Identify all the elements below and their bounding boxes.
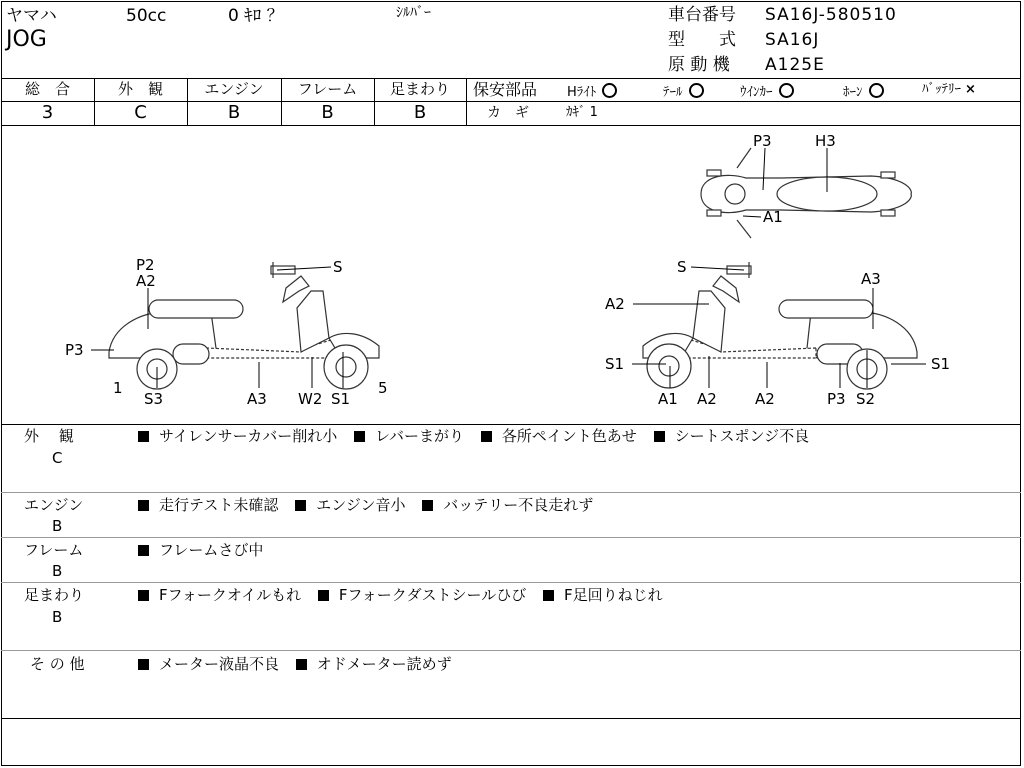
finding-item: バッテリー不良走れず [443, 496, 594, 514]
label-left-s3: S3 [144, 390, 164, 408]
bullet-square-icon [138, 431, 149, 442]
mileage: 0 ｷﾛ ？ [228, 6, 284, 26]
divider [1, 650, 1021, 651]
finding-item: シートスポンジ不良 [674, 427, 810, 445]
bullet-square-icon [354, 431, 365, 442]
bullet-square-icon [654, 431, 665, 442]
section-frame-grade: B [52, 562, 63, 580]
maker-name: ヤマハ [6, 6, 57, 26]
bullet-square-icon [138, 545, 149, 556]
divider [1, 492, 1021, 493]
type-label: 型 式 [668, 30, 736, 50]
label-left-5: 5 [378, 379, 388, 397]
chassis-value: SA16J-580510 [765, 5, 897, 25]
top-view-scooter-icon [701, 148, 911, 238]
type-value: SA16J [765, 30, 820, 50]
divider [1, 78, 1021, 79]
safety-item-label: ﾎｰﾝ [843, 85, 863, 100]
label-right-p3: P3 [827, 390, 846, 408]
section-suspension-label: 足まわり [24, 586, 85, 604]
section-other-items [138, 657, 464, 672]
divider [466, 78, 467, 125]
section-frame-items [138, 543, 275, 558]
safety-item-label: ｳｲﾝｶｰ [740, 85, 773, 100]
label-right-a1: A1 [658, 390, 678, 408]
finding-item: F足回りねじれ [563, 586, 663, 604]
label-right-a3: A3 [861, 270, 881, 288]
safety-item-taillight [663, 83, 704, 99]
bullet-square-icon [296, 659, 307, 670]
safety-title: 保安部品 [473, 80, 538, 99]
bullet-square-icon [481, 431, 492, 442]
label-left-p3: P3 [65, 341, 84, 359]
label-top-p3: P3 [753, 132, 772, 150]
section-suspension-items [138, 588, 675, 603]
safety-item-headlight [567, 83, 617, 99]
section-exterior-label: 外 観 [24, 427, 74, 445]
key-value: ｶｷﾞ 1 [566, 105, 598, 120]
finding-item: エンジン音小 [316, 496, 406, 514]
chassis-label: 車台番号 [668, 5, 736, 25]
label-right-s1-rear: S1 [931, 355, 951, 373]
safety-item-horn [843, 83, 884, 99]
section-exterior-items [138, 429, 821, 444]
label-left-a2: A2 [136, 272, 156, 290]
label-left-s: S [333, 258, 343, 276]
ok-circle-icon [869, 83, 884, 98]
section-frame-label: フレーム [24, 541, 84, 559]
label-top-a1: A1 [763, 208, 783, 226]
key-label: カ ギ [487, 105, 529, 121]
safety-item-label: Hﾗｲﾄ [567, 85, 597, 100]
model-name: JOG [6, 27, 47, 52]
engine-value: A125E [765, 55, 825, 75]
label-left-s1: S1 [331, 390, 351, 408]
label-right-a2-body: A2 [755, 390, 775, 408]
finding-item: 走行テスト未確認 [159, 496, 279, 514]
ok-circle-icon [602, 83, 617, 98]
color: ｼﾙﾊﾞｰ [396, 5, 431, 21]
label-right-a2-floor: A2 [697, 390, 717, 408]
grade-suspension-value: B [413, 102, 427, 123]
grade-exterior-label: 外 観 [117, 80, 163, 98]
grade-frame-value: B [321, 102, 334, 123]
grade-total-label: 総 合 [24, 80, 70, 98]
safety-item-label: ﾃｰﾙ [663, 85, 683, 100]
label-right-s2: S2 [856, 390, 876, 408]
finding-item: Fフォークダストシールひび [338, 586, 527, 604]
section-engine-label: エンジン [24, 496, 84, 514]
safety-item-label: ﾊﾞｯﾃﾘｰ [922, 82, 961, 97]
section-suspension-grade: B [52, 608, 63, 626]
grade-frame-label: フレーム [297, 80, 358, 98]
safety-item-winker [740, 83, 794, 99]
grade-exterior-value: C [134, 102, 147, 123]
ng-cross-icon: × [965, 82, 976, 97]
grade-engine-value: B [227, 102, 241, 123]
ok-circle-icon [779, 83, 794, 98]
label-right-s: S [677, 258, 687, 276]
ok-circle-icon [689, 83, 704, 98]
finding-item: 各所ペイント色あせ [501, 427, 637, 445]
divider [1, 101, 1021, 102]
label-right-a2-front: A2 [605, 295, 625, 313]
divider [1, 718, 1021, 719]
label-left-1: 1 [113, 379, 123, 397]
finding-item: オドメーター読めず [316, 655, 452, 673]
bullet-square-icon [543, 590, 554, 601]
safety-item-battery [922, 83, 976, 96]
engine-label: 原 動 機 [668, 55, 730, 75]
finding-item: サイレンサーカバー削れ小 [159, 427, 338, 445]
bullet-square-icon [138, 590, 149, 601]
label-left-a3: A3 [247, 390, 267, 408]
section-other-label: そ の 他 [30, 655, 85, 673]
bullet-square-icon [318, 590, 329, 601]
displacement: 50cc [126, 6, 167, 26]
section-exterior-grade: C [52, 449, 63, 467]
finding-item: フレームさび中 [159, 541, 264, 559]
divider [1, 424, 1021, 425]
label-left-p2: P2 [136, 256, 155, 274]
damage-diagram [1, 126, 1021, 426]
label-left-w2: W2 [298, 390, 323, 408]
bullet-square-icon [422, 500, 433, 511]
divider [1, 537, 1021, 538]
grade-engine-label: エンジン [204, 80, 264, 98]
bullet-square-icon [295, 500, 306, 511]
finding-item: メーター液晶不良 [159, 655, 280, 673]
bullet-square-icon [138, 659, 149, 670]
finding-item: レバーまがり [375, 427, 465, 445]
label-top-h3: H3 [815, 132, 836, 150]
divider [1, 582, 1021, 583]
label-right-s1-front: S1 [605, 355, 625, 373]
section-engine-items [138, 498, 605, 513]
grade-suspension-label: 足まわり [389, 80, 450, 98]
grade-total-value: 3 [41, 102, 54, 123]
finding-item: Fフォークオイルもれ [159, 586, 302, 604]
bullet-square-icon [138, 500, 149, 511]
section-engine-grade: B [52, 517, 63, 535]
